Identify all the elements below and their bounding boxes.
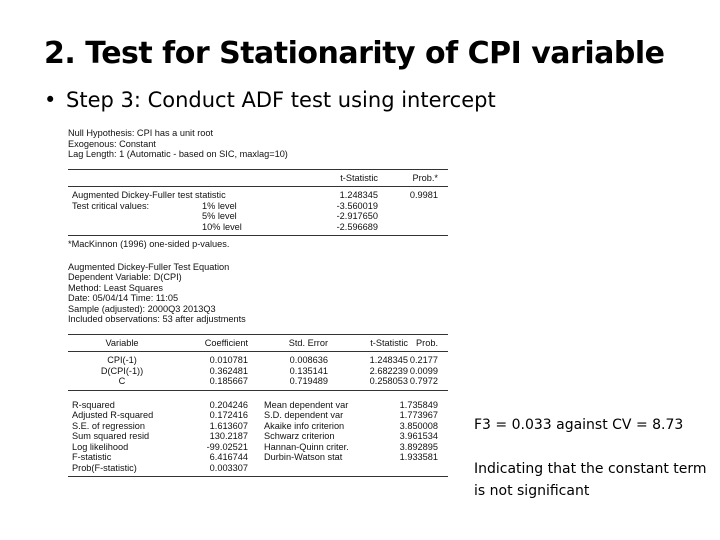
f3-note: F3 = 0.033 against CV = 8.73 <box>474 417 684 433</box>
stats-label-left: Prob(F-statistic) <box>72 462 137 473</box>
adf-stat-label: Augmented Dickey-Fuller test statistic <box>72 190 226 200</box>
stats-value-left: 6.416744 <box>209 452 248 462</box>
stats-label-left: Log likelihood <box>72 441 129 452</box>
critical-level: 10% level <box>202 221 242 232</box>
stats-label-right: Hannan-Quinn criter. <box>264 441 349 452</box>
divider <box>68 186 448 187</box>
coef-stderr: 0.719489 <box>289 376 328 386</box>
adf-header-row <box>68 173 448 184</box>
divider <box>68 169 448 170</box>
equation-line: Dependent Variable: D(CPI) <box>68 272 182 282</box>
adf-tstat-header: t-Statistic <box>340 172 378 183</box>
adf-prob-header: Prob.* <box>412 172 438 183</box>
coef-header-prob: Prob. <box>416 337 438 348</box>
stats-row <box>68 431 448 442</box>
coef-row <box>68 376 448 387</box>
stats-label-left: R-squared <box>72 399 115 410</box>
coef-coefficient: 0.185667 <box>209 376 248 386</box>
stats-value-left: 0.172416 <box>209 410 248 420</box>
divider <box>68 476 448 477</box>
stats-value-right: 3.850008 <box>399 420 438 431</box>
coef-tstat: 0.258053 <box>369 376 408 386</box>
coef-stderr: 0.135141 <box>289 365 328 376</box>
adf-stat-value: 1.248345 <box>339 190 378 200</box>
stats-label-left: Sum squared resid <box>72 431 150 441</box>
stats-label-right: Akaike info criterion <box>264 420 345 431</box>
critical-row <box>68 222 448 233</box>
stats-value-right: 1.933581 <box>399 452 438 462</box>
adf-stat-row <box>68 190 448 201</box>
equation-line: Method: Least Squares <box>68 282 163 293</box>
stats-label-left: Adjusted R-squared <box>72 410 154 420</box>
coef-header-variable: Variable <box>105 337 139 348</box>
stats-value-left: -99.02521 <box>206 441 248 452</box>
coef-header-tstat: t-Statistic <box>370 337 408 348</box>
stats-label-right: Schwarz criterion <box>264 431 335 441</box>
critical-value: -3.560019 <box>336 200 378 211</box>
coef-variable: D(CPI(-1)) <box>100 365 144 376</box>
header-line: Null Hypothesis: CPI has a unit root <box>68 128 214 138</box>
critical-row <box>68 211 448 222</box>
coef-tstat: 1.248345 <box>369 355 408 365</box>
equation-line: Included observations: 53 after adjustments <box>68 314 246 324</box>
coef-variable: CPI(-1) <box>107 355 137 365</box>
conclusion-note: Indicating that the constant term is not significant <box>474 461 707 499</box>
footnote: *MacKinnon (1996) one-sided p-values. <box>68 239 230 249</box>
stats-value-right: 1.735849 <box>399 399 438 410</box>
stats-label-left: F-statistic <box>72 452 112 462</box>
equation-line: Date: 05/04/14 Time: 11:05 <box>68 293 179 303</box>
stats-value-left: 130.2187 <box>209 431 248 441</box>
stats-row <box>68 463 448 474</box>
critical-level: 1% level <box>202 200 237 211</box>
critical-row <box>68 201 448 212</box>
equation-line: Augmented Dickey-Fuller Test Equation <box>68 261 230 272</box>
stats-row <box>68 400 448 411</box>
coef-tstat: 2.682239 <box>369 365 408 376</box>
divider <box>68 235 448 236</box>
stats-row <box>68 442 448 453</box>
coef-header-coefficient: Coefficient <box>204 337 248 348</box>
divider <box>68 390 448 391</box>
coef-coefficient: 0.362481 <box>209 365 248 376</box>
slide-title: 2. Test for Stationarity of CPI variable <box>44 36 665 71</box>
coef-prob: 0.0099 <box>409 365 438 376</box>
coef-prob: 0.2177 <box>409 355 438 365</box>
stats-label-left: S.E. of regression <box>72 420 146 431</box>
stats-label-right: Durbin-Watson stat <box>264 452 343 462</box>
slide-bullet <box>44 88 496 112</box>
coef-coefficient: 0.010781 <box>209 355 248 365</box>
stats-row <box>68 421 448 432</box>
coef-prob: 0.7972 <box>409 376 438 386</box>
header-line: Lag Length: 1 (Automatic - based on SIC, maxlag=10) <box>68 149 288 159</box>
header-line: Exogenous: Constant <box>68 138 156 149</box>
stats-row <box>68 410 448 421</box>
adf-stat-prob: 0.9981 <box>409 190 438 200</box>
stats-row <box>68 452 448 463</box>
stats-value-right: 3.892895 <box>399 441 438 452</box>
divider <box>68 351 448 352</box>
coef-header-row <box>68 338 448 349</box>
coef-variable: C <box>118 376 126 386</box>
stats-value-left: 0.204246 <box>209 399 248 410</box>
equation-line: Sample (adjusted): 2000Q3 2013Q3 <box>68 303 216 314</box>
bullet-text: Step 3: Conduct ADF test using intercept <box>66 88 496 112</box>
eviews-output <box>68 128 448 480</box>
critical-value: -2.596689 <box>336 221 378 232</box>
critical-value: -2.917650 <box>336 211 378 221</box>
stats-value-left: 0.003307 <box>209 462 248 473</box>
critical-level: 5% level <box>202 211 237 221</box>
stats-value-right: 1.773967 <box>399 410 438 420</box>
coef-header-stderr: Std. Error <box>288 337 328 348</box>
coef-stderr: 0.008636 <box>289 355 328 365</box>
stats-label-right: S.D. dependent var <box>264 410 344 420</box>
stats-label-right: Mean dependent var <box>264 399 349 410</box>
coef-row <box>68 355 448 366</box>
divider <box>68 334 448 335</box>
bullet-dot: • <box>44 88 57 112</box>
critical-label: Test critical values: <box>72 200 150 211</box>
stats-value-right: 3.961534 <box>399 431 438 441</box>
stats-value-left: 1.613607 <box>209 420 248 431</box>
coef-row <box>68 366 448 377</box>
